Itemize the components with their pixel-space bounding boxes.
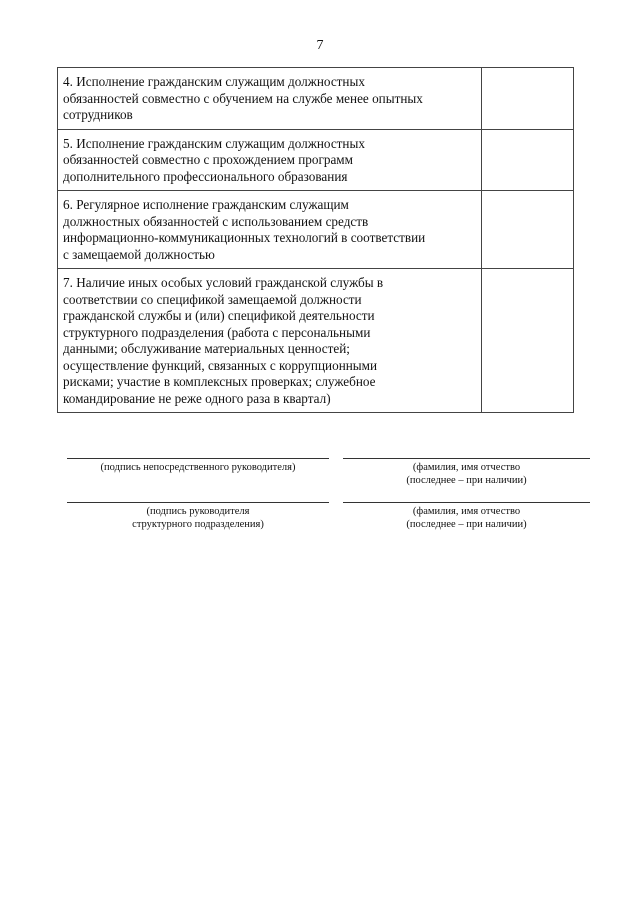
criteria-table bbox=[57, 67, 574, 413]
head-signature-line[interactable] bbox=[67, 502, 329, 503]
head-signature-caption bbox=[67, 505, 329, 531]
table-row bbox=[58, 129, 574, 191]
head-signature-caption-line1: (подпись руководителя bbox=[146, 506, 250, 517]
manager-name-caption-line2: (последнее – при наличии) bbox=[406, 475, 527, 486]
head-name-caption bbox=[343, 505, 590, 531]
criterion-text bbox=[58, 191, 482, 269]
manager-name-line[interactable] bbox=[343, 458, 590, 459]
manager-name-caption bbox=[343, 461, 590, 487]
table-row bbox=[58, 68, 574, 130]
criterion-6-mark-cell[interactable] bbox=[482, 191, 574, 269]
criterion-6-text: 6. Регулярное исполнение гражданским служащим должностных обязанностей с использованием средств информационно-коммуникационных технологий в соответствии с замещаемой должностью bbox=[63, 197, 426, 262]
criterion-4-mark-cell[interactable] bbox=[482, 68, 574, 130]
table-row bbox=[58, 191, 574, 269]
page-number: 7 bbox=[316, 38, 324, 53]
manager-signature-line[interactable] bbox=[67, 458, 329, 459]
manager-name-caption-line1: (фамилия, имя отчество bbox=[412, 462, 521, 473]
criterion-7-text: 7. Наличие иных особых условий гражданской службы в соответствии со спецификой замещаемой должности гражданской службы и (или) спецификой деятельности структурного подразделения (работа с персональными данными; обслуживание материальных ценностей; осуществление функций, связанных с коррупционными рисками; участие в комплексных проверках; служебное командирование не реже одного раза в квартал) bbox=[63, 275, 384, 406]
criterion-text bbox=[58, 129, 482, 191]
head-name-caption-line2: (последнее – при наличии) bbox=[406, 519, 527, 530]
criterion-7-mark-cell[interactable] bbox=[482, 269, 574, 413]
head-signature-caption-line2: структурного подразделения) bbox=[132, 519, 264, 530]
head-name-line[interactable] bbox=[343, 502, 590, 503]
criterion-4-text: 4. Исполнение гражданским служащим должностных обязанностей совместно с обучением на службе менее опытных сотрудников bbox=[63, 74, 423, 122]
head-name-caption-line1: (фамилия, имя отчество bbox=[412, 506, 521, 517]
criterion-5-text: 5. Исполнение гражданским служащим должностных обязанностей совместно с прохождением программ дополнительного профессионального образования bbox=[63, 135, 365, 184]
criterion-text bbox=[58, 68, 482, 130]
criterion-text bbox=[58, 269, 482, 413]
manager-signature-caption: (подпись непосредственного руководителя) bbox=[100, 462, 296, 473]
criterion-5-mark-cell[interactable] bbox=[482, 129, 574, 191]
table-row bbox=[58, 269, 574, 413]
